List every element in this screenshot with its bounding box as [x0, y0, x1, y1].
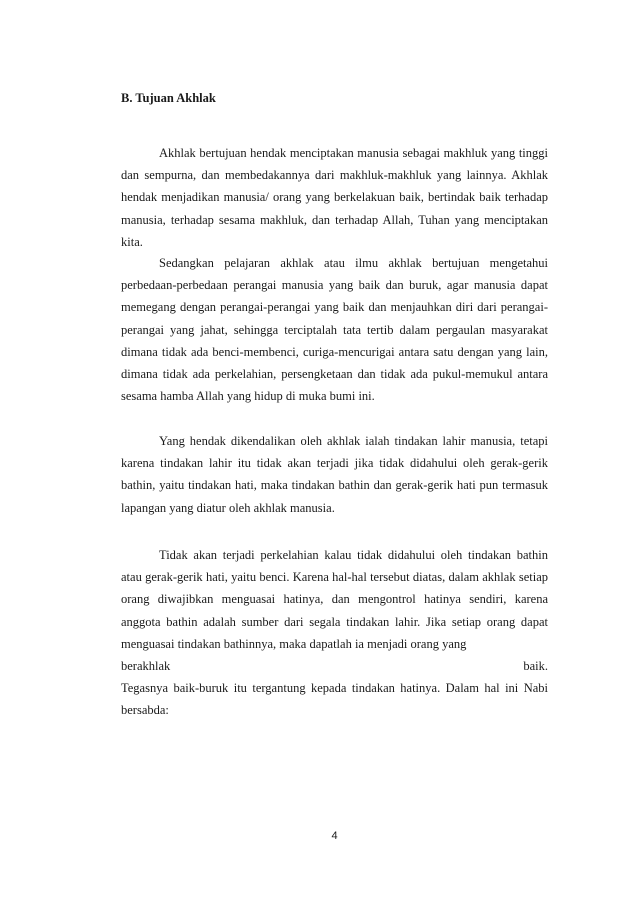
paragraph-4-main: Tidak akan terjadi perkelahian kalau tidak didahului oleh tindakan bathin atau gerak-gerik hati, yaitu benci. Karena hal-hal tersebut diatas, dalam akhlak setiap orang diwajibkan menguasai hatinya, dan mengontrol hatinya sendiri, karena anggota bathin adalah sumber dari segala tindakan lahir. Jika setiap orang dapat menguasai tindakan bathinnya, maka dapatlah ia menjadi orang yang: [121, 548, 548, 651]
paragraph-4: [121, 544, 548, 722]
paragraph-3: Yang hendak dikendalikan oleh akhlak ialah tindakan lahir manusia, tetapi karena tindakan lahir itu tidak akan terjadi jika tidak didahului oleh gerak-gerik bathin, yaitu tindakan hati, maka tindakan bathin dan gerak-gerik hati pun termasuk lapangan yang diatur oleh akhlak manusia.: [121, 434, 548, 515]
document-page: [121, 0, 548, 903]
paragraph-2: Sedangkan pelajaran akhlak atau ilmu akhlak bertujuan mengetahui perbedaan-perbedaan perangai manusia yang baik dan buruk, agar manusia dapat memegang dengan perangai-perangai yang baik dan menjauhkan diri dari perangai-perangai yang jahat, sehingga terciptalah tata tertib dalam pergaulan masyarakat dimana tidak ada benci-membenci, curiga-mencurigai antara satu dengan yang lain, dimana tidak ada perkelahian, persengketaan dan tidak ada pukul-memukul antara sesama hamba Allah yang hidup di muka bumi ini.: [121, 256, 548, 404]
paragraph-4-spread-line: berakhlak baik.: [121, 659, 548, 674]
section-heading: B. Tujuan Akhlak: [121, 91, 216, 105]
page-number: 4: [331, 830, 338, 842]
paragraph-4-continuation: Tegasnya baik-buruk itu tergantung kepada tindakan hatinya. Dalam hal ini Nabi bersabda:: [121, 681, 548, 718]
paragraph-1: Akhlak bertujuan hendak menciptakan manusia sebagai makhluk yang tinggi dan sempurna, dan membedakannya dari makhluk-makhluk yang lainnya. Akhlak hendak menjadikan manusia/ orang yang berkelakuan baik, bertindak baik terhadap manusia, terhadap sesama makhluk, dan terhadap Allah, Tuhan yang menciptakan kita.: [121, 146, 548, 249]
